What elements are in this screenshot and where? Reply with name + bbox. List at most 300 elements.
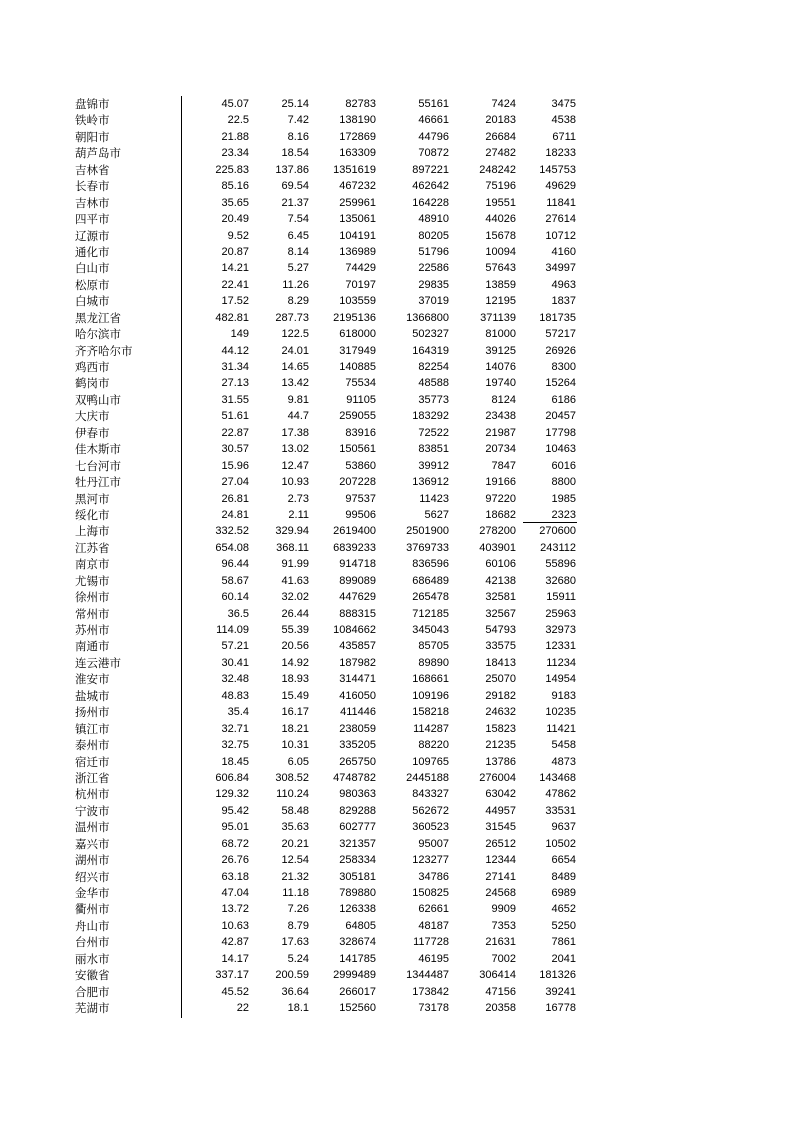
- value-cell-col6: 55896: [545, 558, 576, 571]
- value-cell-col3: 305181: [339, 870, 376, 883]
- value-cell-col4: 44796: [418, 130, 449, 143]
- value-cell-col5: 47156: [485, 985, 516, 998]
- value-cell-col2: 8.79: [287, 919, 309, 932]
- value-cell-col5: 20358: [485, 1002, 516, 1015]
- table-row: [75, 195, 585, 211]
- value-cell-col4: 123277: [412, 854, 449, 867]
- value-cell-col1: 42.87: [221, 936, 249, 949]
- value-cell-col6: 7861: [551, 936, 576, 949]
- value-cell-col4: 3769733: [406, 541, 449, 554]
- value-cell-col3: 259961: [339, 196, 376, 209]
- value-cell-col5: 81000: [485, 328, 516, 341]
- value-cell-col1: 22.41: [221, 278, 249, 291]
- region-name-cell: 辽源市: [75, 228, 110, 243]
- table-row: [75, 293, 585, 309]
- value-cell-col3: 238059: [339, 722, 376, 735]
- table-row: [75, 556, 585, 572]
- region-name-cell: 牡丹江市: [75, 475, 121, 490]
- table-row: [75, 343, 585, 359]
- table-row: [75, 491, 585, 507]
- value-cell-col1: 149: [230, 328, 249, 341]
- table-row: [75, 671, 585, 687]
- value-cell-col6: 3475: [551, 98, 576, 110]
- value-cell-col1: 24.81: [221, 508, 249, 521]
- value-cell-col1: 14.21: [221, 262, 249, 275]
- value-cell-col5: 18413: [485, 656, 516, 669]
- value-cell-col3: 259055: [339, 410, 376, 423]
- value-cell-col5: 13786: [485, 755, 516, 768]
- value-cell-col4: 88220: [418, 739, 449, 752]
- value-cell-col3: 467232: [339, 180, 376, 193]
- value-cell-col1: 96.44: [221, 558, 249, 571]
- table-row: [75, 425, 585, 441]
- value-cell-col1: 58.67: [221, 574, 249, 587]
- value-cell-col3: 265750: [339, 755, 376, 768]
- value-cell-col6: 6186: [551, 393, 576, 406]
- value-cell-col5: 27482: [485, 147, 516, 160]
- value-cell-col4: 11423: [419, 492, 449, 505]
- region-name-cell: 宿迁市: [75, 754, 110, 769]
- table-row: [75, 852, 585, 868]
- value-cell-col5: 278200: [479, 525, 516, 538]
- region-name-cell: 哈尔滨市: [75, 327, 121, 342]
- region-name-cell: 淮安市: [75, 672, 110, 687]
- region-name-cell: 盘锦市: [75, 97, 110, 111]
- value-cell-col3: 70197: [345, 278, 376, 291]
- value-cell-col6: 5250: [551, 919, 576, 932]
- value-cell-col6: 2323: [519, 507, 576, 523]
- value-cell-col5: 13859: [485, 278, 516, 291]
- value-cell-col3: 266017: [339, 985, 376, 998]
- region-name-cell: 绍兴市: [75, 869, 110, 884]
- value-cell-col1: 26.81: [221, 492, 249, 505]
- value-cell-col5: 25070: [485, 673, 516, 686]
- value-cell-col1: 32.75: [221, 739, 249, 752]
- value-cell-col2: 32.02: [281, 591, 309, 604]
- value-cell-col1: 21.88: [221, 130, 249, 143]
- value-cell-col1: 31.55: [221, 393, 249, 406]
- value-cell-col3: 104191: [339, 229, 376, 242]
- value-cell-col6: 11841: [546, 196, 576, 209]
- value-cell-col5: 31545: [485, 821, 516, 834]
- value-cell-col2: 69.54: [281, 180, 309, 193]
- value-cell-col4: 72522: [418, 426, 449, 439]
- value-cell-col4: 686489: [412, 574, 449, 587]
- region-name-cell: 吉林省: [75, 162, 110, 177]
- value-cell-col5: 14076: [485, 361, 516, 373]
- table-row: [75, 836, 585, 852]
- value-cell-col2: 91.99: [281, 558, 309, 571]
- value-cell-col1: 47.04: [221, 887, 249, 899]
- value-cell-col1: 22.5: [227, 114, 249, 127]
- value-cell-col5: 23438: [485, 410, 516, 423]
- value-cell-col1: 35.65: [221, 196, 249, 209]
- value-cell-col1: 606.84: [215, 771, 249, 784]
- table-row: [75, 754, 585, 770]
- value-cell-col6: 8489: [551, 870, 576, 883]
- value-cell-col5: 7002: [491, 952, 516, 965]
- region-name-cell: 苏州市: [75, 623, 110, 637]
- value-cell-col5: 7847: [491, 459, 516, 472]
- value-cell-col1: 23.34: [221, 147, 249, 160]
- value-cell-col1: 14.17: [221, 952, 249, 965]
- value-cell-col1: 18.45: [221, 755, 249, 768]
- table-row: [75, 392, 585, 408]
- value-cell-col6: 181735: [539, 311, 576, 324]
- table-row: [75, 228, 585, 244]
- value-cell-col5: 29182: [485, 689, 516, 702]
- value-cell-col4: 843327: [412, 788, 449, 801]
- value-cell-col6: 11234: [546, 656, 576, 669]
- value-cell-col2: 36.64: [281, 985, 309, 998]
- value-cell-col1: 68.72: [221, 837, 249, 850]
- value-cell-col5: 8124: [491, 393, 516, 406]
- value-cell-col1: 30.41: [221, 656, 249, 669]
- value-cell-col2: 5.27: [287, 262, 309, 275]
- value-cell-col5: 27141: [485, 870, 516, 883]
- table-row: [75, 523, 585, 539]
- value-cell-col3: 136989: [339, 245, 376, 258]
- value-cell-col3: 64805: [345, 919, 376, 932]
- table-row: [75, 408, 585, 424]
- value-cell-col1: 225.83: [215, 163, 249, 176]
- value-cell-col2: 200.59: [275, 969, 309, 982]
- value-cell-col5: 15823: [485, 722, 516, 735]
- value-cell-col4: 897221: [412, 163, 449, 176]
- value-cell-col3: 207228: [339, 476, 376, 489]
- value-cell-col1: 27.04: [221, 476, 249, 489]
- value-cell-col4: 89890: [418, 656, 449, 669]
- value-cell-col6: 10463: [545, 443, 576, 456]
- region-name-cell: 宁波市: [75, 803, 110, 818]
- region-name-cell: 南京市: [75, 557, 110, 572]
- value-cell-col5: 26684: [485, 130, 516, 143]
- value-cell-col3: 91105: [346, 393, 376, 406]
- value-cell-col3: 75534: [345, 377, 376, 390]
- value-cell-col6: 9637: [551, 821, 576, 834]
- table-row: [75, 770, 585, 786]
- value-cell-col3: 1351619: [333, 163, 376, 176]
- region-name-cell: 鸡西市: [75, 360, 110, 374]
- value-cell-col1: 114.09: [216, 624, 249, 636]
- value-cell-col6: 270600: [539, 525, 576, 538]
- value-cell-col3: 618000: [339, 328, 376, 341]
- value-cell-col4: 22586: [418, 262, 449, 275]
- value-cell-col5: 97220: [485, 492, 516, 505]
- value-cell-col3: 321357: [339, 837, 376, 850]
- value-cell-col1: 63.18: [221, 870, 249, 883]
- value-cell-col1: 32.71: [221, 722, 249, 735]
- table-row: [75, 737, 585, 753]
- value-cell-col3: 163309: [339, 147, 376, 160]
- value-cell-col4: 35773: [418, 393, 449, 406]
- value-cell-col4: 462642: [412, 180, 449, 193]
- region-name-cell: 泰州市: [75, 738, 110, 753]
- value-cell-col6: 14954: [545, 673, 576, 686]
- region-name-cell: 浙江省: [75, 770, 110, 785]
- region-name-cell: 吉林市: [75, 195, 110, 210]
- value-cell-col2: 17.38: [281, 426, 309, 439]
- value-cell-col4: 117728: [413, 936, 449, 949]
- value-cell-col4: 80205: [418, 229, 449, 242]
- value-cell-col4: 83851: [418, 443, 449, 456]
- region-name-cell: 安徽省: [75, 968, 110, 983]
- value-cell-col6: 18233: [545, 147, 576, 160]
- value-cell-col4: 562672: [412, 804, 449, 817]
- value-cell-col2: 10.93: [281, 476, 309, 489]
- value-cell-col4: 345043: [412, 624, 449, 636]
- value-cell-col5: 12344: [485, 854, 516, 867]
- value-cell-col2: 11.18: [282, 887, 309, 899]
- value-cell-col5: 32581: [485, 591, 516, 604]
- region-name-cell: 伊春市: [75, 425, 110, 440]
- value-cell-col4: 173842: [412, 985, 449, 998]
- table-row: [75, 606, 585, 622]
- value-cell-col3: 328674: [339, 936, 376, 949]
- table-row: [75, 819, 585, 835]
- value-cell-col3: 447629: [339, 591, 376, 604]
- value-cell-col6: 10712: [545, 229, 576, 242]
- region-name-cell: 四平市: [75, 212, 110, 227]
- region-name-cell: 合肥市: [75, 984, 110, 999]
- value-cell-col2: 2.11: [288, 508, 309, 521]
- value-cell-col3: 980363: [339, 788, 376, 801]
- value-cell-col3: 602777: [339, 821, 376, 834]
- table-row: [75, 178, 585, 194]
- value-cell-col4: 82254: [418, 361, 449, 373]
- value-cell-col2: 7.54: [287, 213, 309, 226]
- value-cell-col2: 14.65: [281, 361, 309, 373]
- table-row: [75, 540, 585, 556]
- value-cell-col6: 12331: [545, 640, 576, 653]
- table-row: [75, 786, 585, 802]
- value-cell-col1: 9.52: [227, 229, 249, 242]
- value-cell-col3: 83916: [345, 426, 376, 439]
- value-cell-col6: 11421: [546, 722, 576, 735]
- value-cell-col1: 45.07: [221, 98, 249, 110]
- table-row: [75, 96, 585, 112]
- value-cell-col1: 17.52: [221, 295, 249, 308]
- value-cell-col2: 329.94: [275, 525, 309, 538]
- value-cell-col2: 15.49: [281, 689, 309, 702]
- value-cell-col1: 32.48: [221, 673, 249, 686]
- value-cell-col2: 7.42: [287, 114, 309, 127]
- value-cell-col5: 44957: [485, 804, 516, 817]
- value-cell-col2: 16.17: [281, 706, 309, 719]
- value-cell-col4: 164228: [412, 196, 449, 209]
- value-cell-col5: 7424: [491, 98, 516, 110]
- value-cell-col5: 306414: [479, 969, 516, 982]
- value-cell-col6: 6711: [552, 130, 576, 143]
- value-cell-col1: 31.34: [221, 361, 249, 373]
- value-cell-col6: 34997: [545, 262, 576, 275]
- value-cell-col6: 5458: [551, 739, 576, 752]
- value-cell-col3: 152560: [339, 1002, 376, 1015]
- value-cell-col1: 57.21: [221, 640, 249, 653]
- value-cell-col6: 10502: [545, 837, 576, 850]
- table-row: [75, 162, 585, 178]
- table-row: [75, 260, 585, 276]
- value-cell-col2: 21.32: [281, 870, 309, 883]
- value-cell-col6: 15264: [545, 377, 576, 390]
- value-cell-col6: 33531: [545, 804, 576, 817]
- table-row: [75, 984, 585, 1000]
- region-name-cell: 鹤岗市: [75, 376, 110, 391]
- value-cell-col2: 2.73: [287, 492, 309, 505]
- value-cell-col5: 12195: [485, 295, 516, 308]
- value-cell-col2: 9.81: [287, 393, 309, 406]
- value-cell-col6: 20457: [545, 410, 576, 423]
- region-name-cell: 绥化市: [75, 507, 110, 522]
- value-cell-col5: 7353: [491, 919, 516, 932]
- value-cell-col4: 168661: [412, 673, 449, 686]
- value-cell-col4: 164319: [412, 344, 449, 357]
- table-row: [75, 869, 585, 885]
- value-cell-col6: 47862: [545, 788, 576, 801]
- value-cell-col2: 24.01: [281, 344, 309, 357]
- value-cell-col6: 4963: [551, 278, 576, 291]
- value-cell-col5: 44026: [485, 213, 516, 226]
- value-cell-col1: 129.32: [215, 788, 249, 801]
- value-cell-col2: 35.63: [281, 821, 309, 834]
- value-cell-col3: 126338: [339, 903, 376, 916]
- value-cell-col1: 60.14: [221, 591, 249, 604]
- table-row: [75, 310, 585, 326]
- value-cell-col1: 95.01: [221, 821, 249, 834]
- value-cell-col2: 18.21: [281, 722, 309, 735]
- value-cell-col5: 75196: [485, 180, 516, 193]
- value-cell-col1: 36.5: [227, 607, 249, 620]
- value-cell-col6: 39241: [545, 985, 576, 998]
- value-cell-col4: 55161: [418, 98, 449, 110]
- value-cell-col4: 48588: [418, 377, 449, 390]
- table-row: [75, 655, 585, 671]
- value-cell-col4: 70872: [418, 147, 449, 160]
- value-cell-col1: 26.76: [221, 854, 249, 867]
- region-name-cell: 杭州市: [75, 787, 110, 802]
- value-cell-col1: 332.52: [215, 525, 249, 538]
- region-name-cell: 镇江市: [75, 721, 110, 736]
- region-name-cell: 葫芦岛市: [75, 146, 121, 161]
- table-row: [75, 885, 585, 901]
- value-cell-col1: 35.4: [227, 706, 249, 719]
- value-cell-col1: 30.57: [221, 443, 249, 456]
- value-cell-col5: 20734: [485, 443, 516, 456]
- value-cell-col4: 29835: [418, 278, 449, 291]
- value-cell-col3: 4748782: [333, 771, 376, 784]
- value-cell-col6: 181326: [539, 969, 576, 982]
- value-cell-col6: 1837: [551, 295, 576, 308]
- table-row: [75, 638, 585, 654]
- table-row: [75, 326, 585, 342]
- region-name-cell: 尤锡市: [75, 573, 110, 588]
- value-cell-col5: 21631: [485, 936, 516, 949]
- value-cell-col4: 360523: [412, 821, 449, 834]
- region-name-cell: 衢州市: [75, 902, 110, 917]
- value-cell-col4: 1344487: [406, 969, 449, 982]
- region-name-cell: 连云港市: [75, 655, 121, 670]
- region-name-cell: 铁岭市: [75, 113, 110, 128]
- value-cell-col6: 6654: [551, 854, 576, 867]
- value-cell-col4: 265478: [412, 591, 449, 604]
- table-row: [75, 901, 585, 917]
- value-cell-col5: 10094: [485, 245, 516, 258]
- table-row: [75, 1000, 585, 1016]
- table-row: [75, 688, 585, 704]
- region-name-cell: 通化市: [75, 244, 110, 259]
- region-name-cell: 长春市: [75, 179, 110, 194]
- value-cell-col4: 46195: [418, 952, 449, 965]
- value-cell-col6: 1985: [551, 492, 576, 505]
- value-cell-col2: 13.42: [281, 377, 309, 390]
- region-name-cell: 台州市: [75, 935, 110, 950]
- value-cell-col2: 10.31: [281, 739, 309, 752]
- table-row: [75, 573, 585, 589]
- value-cell-col4: 85705: [418, 640, 449, 653]
- value-cell-col3: 53860: [345, 459, 376, 472]
- value-cell-col3: 317949: [339, 344, 376, 357]
- table-row: [75, 622, 585, 638]
- value-cell-col1: 85.16: [221, 180, 249, 193]
- value-cell-col4: 2445188: [406, 771, 449, 784]
- region-name-cell: 湖州市: [75, 853, 110, 868]
- value-cell-col4: 46661: [418, 114, 449, 127]
- value-cell-col4: 109765: [412, 755, 449, 768]
- table-row: [75, 951, 585, 967]
- value-cell-col3: 2999489: [333, 969, 376, 982]
- value-cell-col2: 17.63: [281, 936, 309, 949]
- value-cell-col3: 416050: [339, 689, 376, 702]
- table-row: [75, 967, 585, 983]
- value-cell-col3: 411446: [340, 706, 376, 719]
- region-name-cell: 黑河市: [75, 491, 110, 506]
- value-cell-col4: 502327: [412, 328, 449, 341]
- value-cell-col5: 26512: [485, 837, 516, 850]
- value-cell-col1: 45.52: [221, 985, 249, 998]
- value-cell-col6: 145753: [539, 163, 576, 176]
- value-cell-col4: 51796: [418, 245, 449, 258]
- value-cell-col2: 55.39: [281, 624, 309, 636]
- value-cell-col6: 143468: [539, 771, 576, 784]
- value-cell-col2: 368.11: [276, 541, 309, 554]
- table-row: [75, 145, 585, 161]
- table-row: [75, 244, 585, 260]
- value-cell-col1: 48.83: [221, 689, 249, 702]
- value-cell-col3: 140885: [339, 361, 376, 373]
- value-cell-col6: 32680: [545, 574, 576, 587]
- table-row: [75, 474, 585, 490]
- value-cell-col5: 21235: [485, 739, 516, 752]
- region-name-cell: 扬州市: [75, 705, 110, 720]
- value-cell-col5: 24568: [485, 887, 516, 899]
- value-cell-col1: 20.49: [221, 213, 249, 226]
- table-row: [75, 704, 585, 720]
- value-cell-col6: 49629: [545, 180, 576, 193]
- region-name-cell: 双鸭山市: [75, 392, 121, 407]
- value-cell-col5: 60106: [485, 558, 516, 571]
- value-cell-col2: 110.24: [276, 788, 309, 801]
- value-cell-col4: 183292: [412, 410, 449, 423]
- value-cell-col4: 2501900: [406, 525, 449, 538]
- value-cell-col4: 95007: [418, 837, 449, 850]
- value-cell-col2: 20.56: [281, 640, 309, 653]
- value-cell-col2: 58.48: [281, 804, 309, 817]
- value-cell-col3: 6839233: [333, 541, 376, 554]
- value-cell-col5: 9909: [491, 903, 516, 916]
- region-name-cell: 齐齐哈尔市: [75, 343, 133, 358]
- value-cell-col2: 8.29: [287, 295, 309, 308]
- value-cell-col5: 32567: [485, 607, 516, 620]
